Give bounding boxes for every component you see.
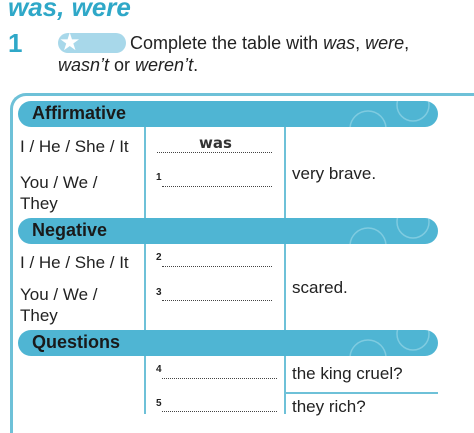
blank-number-5: 5 (156, 398, 162, 409)
blank-number-4: 4 (156, 364, 162, 375)
answer-blank-4[interactable] (162, 378, 277, 379)
answer-blank-5[interactable] (162, 411, 277, 412)
blank-number-3: 3 (156, 287, 162, 298)
affirmative-subject-1: I / He / She / It (20, 137, 129, 156)
section-title: was, were (8, 0, 131, 22)
column-divider (144, 244, 146, 336)
affirmative-heading: Affirmative (32, 103, 127, 123)
star-icon: ★ (59, 29, 81, 56)
row-divider (284, 392, 438, 394)
questions-heading: Questions (32, 332, 121, 352)
negative-subject-2: You / We / They (20, 285, 98, 325)
affirmative-band (18, 101, 438, 127)
answer-line (157, 152, 272, 153)
answer-blank-2[interactable] (162, 266, 272, 267)
negative-complement: scared. (292, 278, 348, 297)
column-divider (284, 126, 286, 218)
swirl-decoration-icon (328, 330, 438, 356)
instruction-line-2: wasn’t or weren’t. (58, 55, 199, 75)
answer-blank-1[interactable] (162, 186, 272, 187)
column-divider (284, 356, 286, 414)
blank-number-2: 2 (156, 252, 162, 263)
negative-subject-1: I / He / She / It (20, 253, 129, 272)
question-complement-1: the king cruel? (292, 364, 403, 383)
negative-heading: Negative (32, 220, 108, 240)
swirl-decoration-icon (328, 101, 438, 127)
exercise-number: 1 (8, 28, 23, 58)
affirmative-answer-example: was (199, 134, 232, 152)
answer-blank-3[interactable] (162, 300, 272, 301)
instruction-line-1: Complete the table with was, were, (130, 33, 410, 53)
column-divider (284, 244, 286, 336)
affirmative-complement: very brave. (292, 164, 377, 183)
questions-band (18, 330, 438, 356)
blank-number-1: 1 (156, 172, 162, 183)
swirl-decoration-icon (328, 218, 438, 244)
question-complement-2: they rich? (292, 397, 366, 416)
negative-band (18, 218, 438, 244)
column-divider (144, 356, 146, 414)
affirmative-subject-2: You / We / They (20, 173, 98, 213)
column-divider (144, 126, 146, 218)
difficulty-pill (58, 29, 126, 56)
